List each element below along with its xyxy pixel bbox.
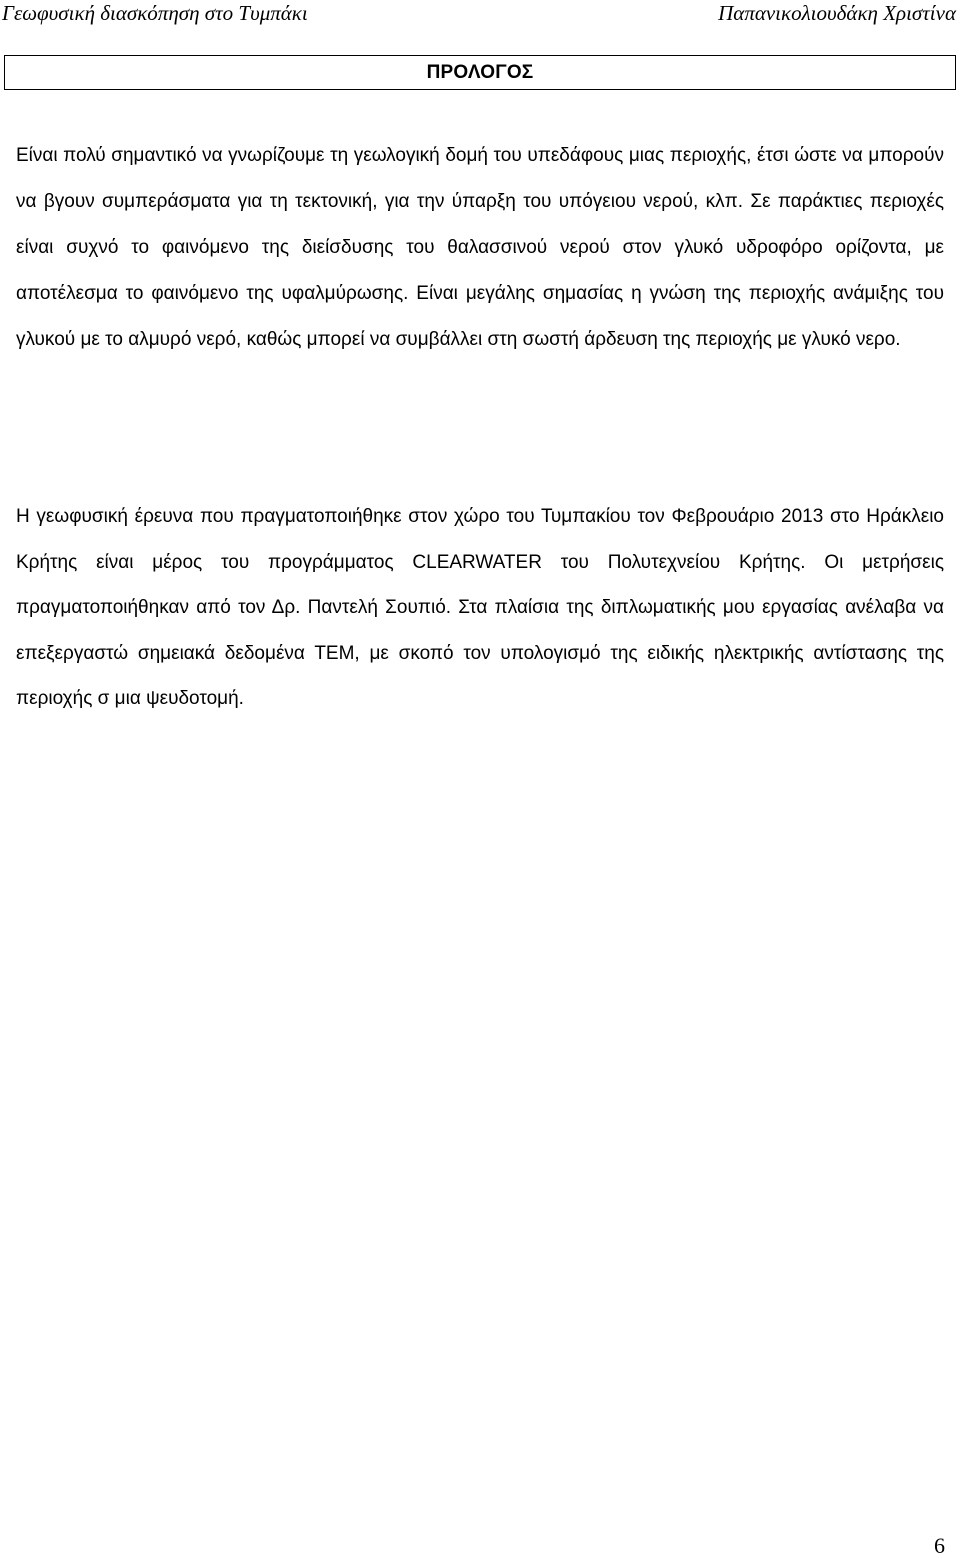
document-title-header: Γεωφυσική διασκόπηση στο Τυμπάκι [2, 1, 308, 25]
body-paragraph-1: Είναι πολύ σημαντικό να γνωρίζουμε τη γεωλογική δομή του υπεδάφους μιας περιοχής, έτσι ώστε να μπορούν να βγουν συμπεράσματα για τη τεκτονική, για την ύπαρξη του υπόγειου νερού, κλπ. Σε παράκτιες περιοχές είναι συχνό το φαινόμενο της διείσδυσης του θαλασσινού νερού στον γλυκό υδροφόρο ορίζοντα, με αποτέλεσμα το φαινόμενο της υφαλμύρωσης. Είναι μεγάλης σημασίας η γνώση της περιοχής ανάμιξης του γλυκού με το αλμυρό νερό, καθώς μπορεί να συμβάλλει στη σωστή άρδευση της περιοχής με γλυκό νερο. [16, 145, 944, 351]
section-title: ΠΡΟΛΟΓΟΣ [426, 61, 534, 83]
page-number: 6 [934, 1533, 945, 1558]
author-name-header: Παπανικολιουδάκη Χριστίνα [718, 1, 956, 25]
body-paragraph-2: Η γεωφυσική έρευνα που πραγματοποιήθηκε στον χώρο του Τυμπακίου τον Φεβρουάριο 2013 στο Ηράκλειο Κρήτης είναι μέρος του προγράμματος CLEARWATER του Πολυτεχνείου Κρήτης. Οι μετρήσεις πραγματοποιήθηκαν από τον Δρ. Παντελή Σουπιό. Στα πλαίσια της διπλωματικής μου εργασίας ανέλαβα να επεξεργαστώ σημειακά δεδομένα ΤΕΜ, με σκοπό τον υπολογισμό της ειδικής ηλεκτρικής αντίστασης της περιοχής σ μια ψευδοτομή. [16, 506, 944, 709]
page-header [0, 0, 960, 32]
section-title-box [4, 55, 956, 90]
